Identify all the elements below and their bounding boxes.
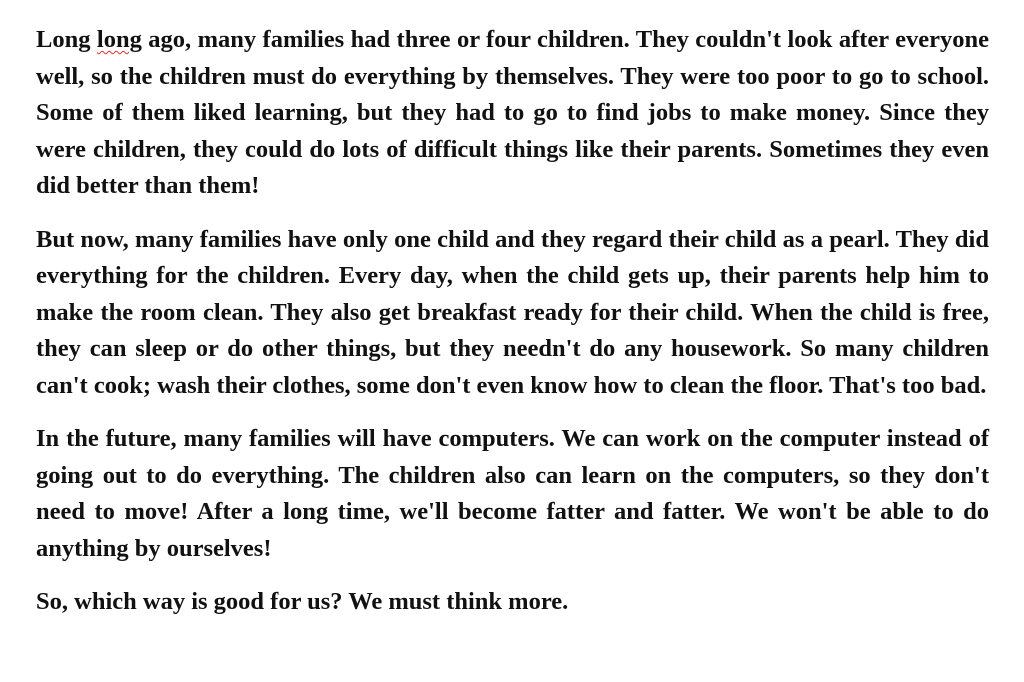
paragraph-1-rest: ago, many families had three or four children. They couldn't look after everyone well, so the children must do everything by themselves. They were too poor to go to school. Some of them liked learning, but they had to go to find jobs to make money. Since they were children, they could do lots of difficult things like their parents. Sometimes they even did better than them! bbox=[36, 26, 989, 199]
paragraph-conclusion: So, which way is good for us? We must think more. bbox=[36, 588, 569, 615]
paragraph-present: But now, many families have only one child and they regard their child as a pearl. They did everything for the children. Every day, when the child gets up, their parents help him to make the room clean. They also get breakfast ready for their child. When the child is free, they can sleep or do other things, but they needn't do any housework. So many children can't cook; wash their clothes, some don't even know how to clean the floor. That's too bad. bbox=[36, 225, 989, 399]
document-body bbox=[36, 22, 989, 621]
spellcheck-flagged-word[interactable]: long bbox=[96, 26, 142, 53]
paragraph-past bbox=[36, 22, 989, 205]
paragraph-1-lead: Long bbox=[36, 26, 97, 53]
paragraph-future: In the future, many families will have computers. We can work on the computer instead of going out to do everything. The children also can learn on the computers, so they don't need to move! After a long time, we'll become fatter and fatter. We won't be able to do anything by ourselves! bbox=[36, 425, 989, 562]
